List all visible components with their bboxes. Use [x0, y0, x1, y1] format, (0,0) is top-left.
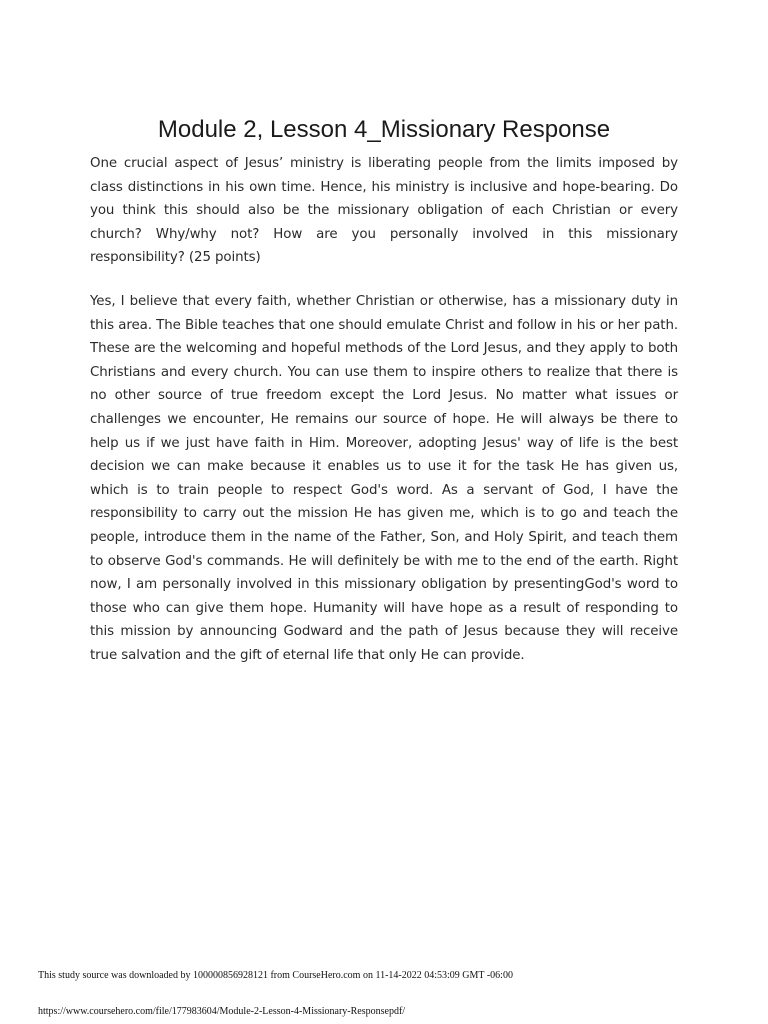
document-title: Module 2, Lesson 4_Missionary Response	[157, 116, 611, 143]
download-source-note: This study source was downloaded by 100000856928121 from CourseHero.com on 11-14-2022 04:53:09 GMT -06:00	[38, 970, 513, 981]
question-paragraph: One crucial aspect of Jesus’ ministry is liberating people from the limits imposed by class distinctions in his own time. Hence, his ministry is inclusive and hope-bearing. Do you think this should also be the missionary obligation of each Christian or every church? Why/why not? How are you personally involved in this missionary responsibility? (25 points)	[90, 156, 678, 266]
source-url: https://www.coursehero.com/file/177983604/Module-2-Lesson-4-Missionary-Responsepdf/	[38, 1006, 406, 1017]
answer-paragraph: Yes, I believe that every faith, whether Christian or otherwise, has a missionary duty in this area. The Bible teaches that one should emulate Christ and follow in his or her path. These are the welcoming and hopeful methods of the Lord Jesus, and they apply to both Christians and every church. You can use them to inspire others to realize that there is no other source of true freedom except the Lord Jesus. No matter what issues or challenges we encounter, He remains our source of hope. He will always be there to help us if we just have faith in Him. Moreover, adopting Jesus' way of life is the best decision we can make because it enables us to use it for the task He has given us, which is to train people to respect God's word. As a servant of God, I have the responsibility to carry out the mission He has given me, which is to go and teach the people, introduce them in the name of the Father, Son, and Holy Spirit, and teach them to observe God's commands. He will definitely be with me to the end of the earth. Right now, I am personally involved in this missionary obligation by presentingGod's word to those who can give them hope. Humanity will have hope as a result of responding to this mission by announcing Godward and the path of Jesus because they will receive true salvation and the gift of eternal life that only He can provide.	[90, 294, 678, 663]
